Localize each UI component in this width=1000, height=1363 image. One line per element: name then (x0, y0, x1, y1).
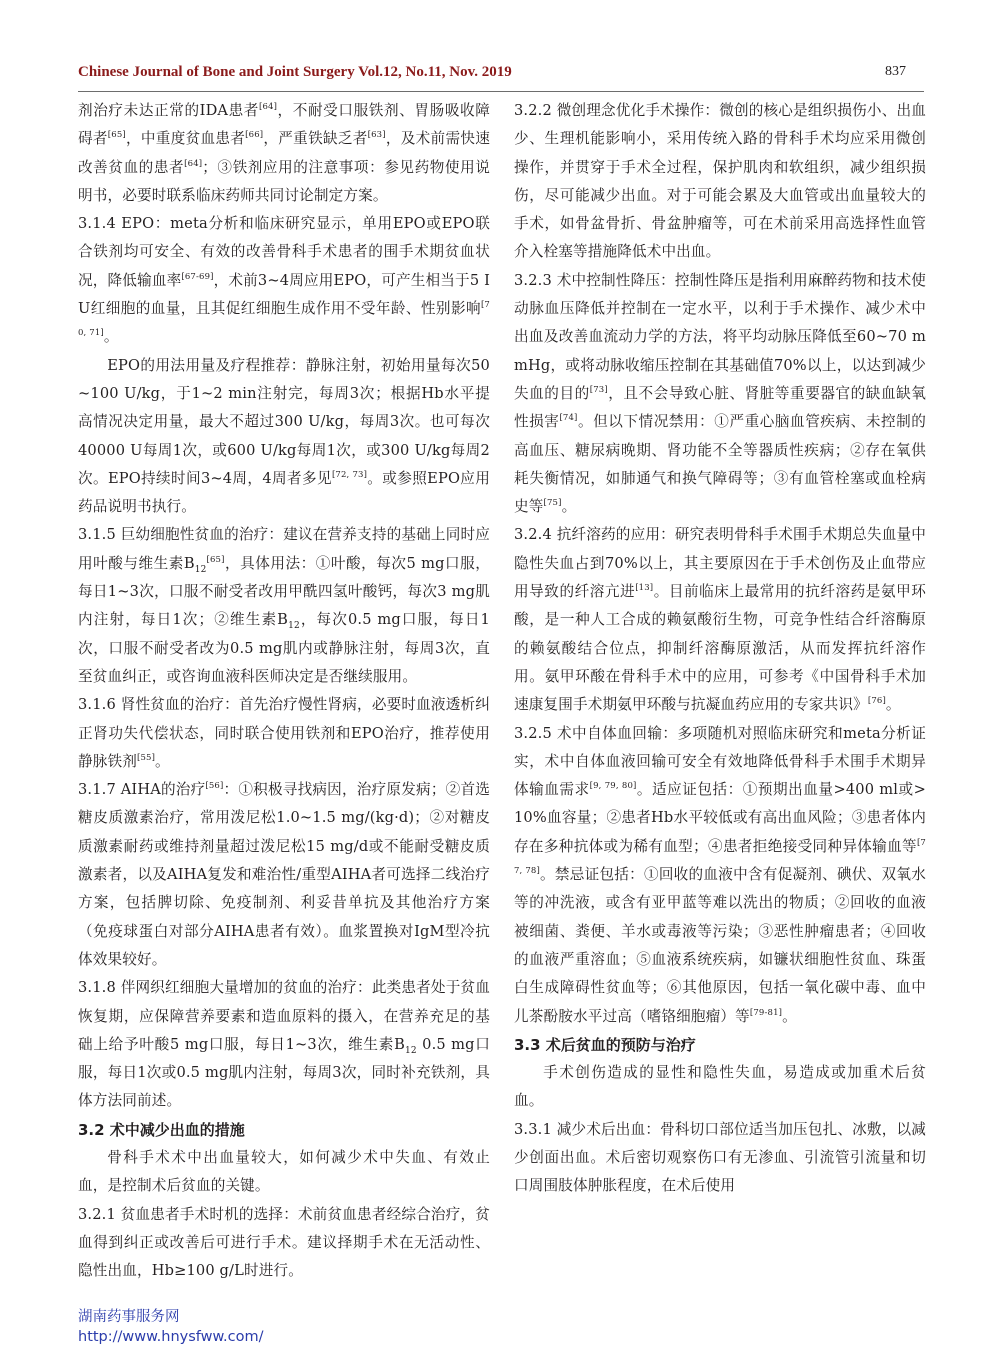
section-3-1-5-megaloblastic: 3.1.5 巨幼细胞性贫血的治疗：建议在营养支持的基础上同时应用叶酸与维生素$B_{12}[65]$，具体用法：①叶酸，每次5 mg口服，每日1~3次，口服不耐受者改用甲酰四氢叶酸钙，每次3 mg肌内注射，每日1次；②维生素$B_{12}$，每次0.5 mg口服，每日1次，口服不耐受者改为0.5 mg肌内或静脉注射，每周3次，直至贫血纠正，或咨询血液科医师决定是否继续服用。 (78, 526, 490, 685)
left-column (78, 97, 490, 1285)
footer-site-name: 湖南药事服务网 (78, 1309, 180, 1325)
section-3-2-1-timing: 3.2.1 贫血患者手术时机的选择：术前贫血患者经综合治疗，贫血得到纠正或改善后可进行手术。建议择期手术在无活动性、隐性出血，Hb≥100 g/L时进行。 (78, 1205, 490, 1280)
section-3-2-2-minimally-invasive: 3.2.2 微创理念优化手术操作：微创的核心是组织损伤小、出血少、生理机能影响小，采用传统入路的骨科手术均应采用微创操作，并贯穿于手术全过程，保护肌肉和软组织，减少组织损伤，尽可能减少出血。对于可能会累及大血管或出血量较大的手术，如骨盆骨折、骨盆肿瘤等，可在术前采用高选择性血管介入栓塞等措施降低术中出血。 (514, 102, 926, 261)
footer-site-url[interactable]: http://www.hnysfww.com/ (78, 1329, 264, 1345)
paragraph-epo-dosage: EPO的用法用量及疗程推荐：静脉注射，初始用量每次50~100 U/kg，于1~2 min注射完，每周3次；根据Hb水平提高情况决定用量，最大不超过300 U/kg，每周3次。也可每次40000 U每周1次，或600 U/kg每周1次，或300 U/kg每周2次。EPO持续时间3~4周，4周者多见[72, 73]。或参照EPO应用药品说明书执行。 (78, 356, 490, 516)
section-3-2-5-autotransfusion: 3.2.5 术中自体血回输：多项随机对照临床研究和meta分析证实，术中自体血液回输可安全有效地降低骨科手术围手术期异体输血需求[9, 79, 80]。适应证包括：①预期出血量>400 ml或>10%血容量；②患者Hb水平较低或有高出血风险；③患者体内存在多种抗体或为稀有血型；④患者拒绝接受同种异体输血等[77, 78]。禁忌证包括：①回收的血液中含有促凝剂、碘伏、双氧水等的冲洗液，或含有亚甲蓝等难以洗出的物质；②回收的血液被细菌、粪便、羊水或毒液等污染；③恶性肿瘤患者；④回收的血液严重溶血；⑤血液系统疾病，如镰状细胞性贫血、珠蛋白生成障碍性贫血等；⑥其他原因，包括一氧化碳中毒、血中儿茶酚胺水平过高（嗜铬细胞瘤）等[79-81]。 (514, 724, 926, 1025)
header-rule (78, 91, 924, 92)
section-3-2-4-antifibrinolytic: 3.2.4 抗纤溶药的应用：研究表明骨科手术围手术期总失血量中隐性失血占到70%以上，其主要原因在于手术创伤及止血带应用导致的纤溶亢进[13]。目前临床上最常用的抗纤溶药是氨甲环酸，是一种人工合成的赖氨酸衍生物，可竞争性结合纤溶酶原的赖氨酸结合位点，抑制纤溶酶原激活，从而发挥抗纤溶作用。氨甲环酸在骨科手术中的应用，可参考《中国骨科手术加速康复围手术期氨甲环酸与抗凝血药应用的专家共识》[76]。 (514, 526, 927, 714)
section-3-1-8-reticulocyte: 3.1.8 伴网织红细胞大量增加的贫血的治疗：此类患者处于贫血恢复期，应保障营养要素和造血原料的摄入，在营养充足的基础上给予叶酸5 mg口服，每日1~3次，维生素$B_{12}$ 0.5 mg口服，每日1次或0.5 mg肌内注射，每周3次，同时补充铁剂，具体方法同前述。 (78, 979, 490, 1110)
heading-3-2: 3.2 术中减少出血的措施 (78, 1120, 245, 1139)
paragraph-postop-intro: 手术创伤造成的显性和隐性失血，易造成或加重术后贫血。 (514, 1064, 926, 1110)
section-3-1-7-aiha: 3.1.7 AIHA的治疗[56]：①积极寻找病因，治疗原发病；②首选糖皮质激素治疗，常用泼尼松1.0~1.5 mg/(kg·d)；②对糖皮质激素耐药或维持剂量超过泼尼松15 mg/d或不能耐受糖皮质激素者，以及AIHA复发和难治性/重型AIHA者可选择二线治疗方案，包括脾切除、免疫制剂、利妥昔单抗及其他治疗方案（免疫球蛋白对部分AIHA患者有效）。血浆置换对IgM型冷抗体效果较好。 (78, 781, 491, 968)
heading-3-3: 3.3 术后贫血的预防与治疗 (514, 1035, 696, 1054)
right-column (514, 97, 926, 1201)
paragraph-intraop-intro: 骨科手术术中出血量较大，如何减少术中失血、有效止血，是控制术后贫血的关键。 (78, 1148, 490, 1195)
running-header (78, 64, 906, 86)
section-3-2-3-controlled-hypotension: 3.2.3 术中控制性降压：控制性降压是指利用麻醉药物和技术使动脉血压降低并控制在一定水平，以利于手术操作、减少术中出血及改善血流动力学的方法，将平均动脉压降低至60~70 mmHg，或将动脉收缩压控制在其基础值70%以上，以达到减少失血的目的[73]，且不会导致心脏、肾脏等重要器官的缺血缺氧性损害[74]。但以下情况禁用：①严重心脑血管疾病、未控制的高血压、糖尿病晚期、肾功能不全等器质性疾病；②存在氧供耗失衡情况，如肺通气和换气障碍等；③有血管栓塞或血栓病史等[75]。 (514, 271, 927, 516)
page-number: 837 (885, 64, 906, 79)
section-3-3-1-reduce-bleeding: 3.3.1 减少术后出血：骨科切口部位适当加压包扎、冰敷，以减少创面出血。术后密切观察伤口有无渗血、引流管引流量和切口周围肢体肿胀程度，在术后使用 (514, 1120, 926, 1195)
journal-citation: Chinese Journal of Bone and Joint Surgery Vol.12, No.11, Nov. 2019 (78, 64, 512, 80)
section-3-1-4-epo: 3.1.4 EPO：meta分析和临床研究显示，单用EPO或EPO联合铁剂均可安全、有效的改善骨科手术患者的围手术期贫血状况，降低输血率[67-69]，术前3~4周应用EPO，可产生相当于5 IU红细胞的血量，且其促红细胞生成作用不受年龄、性别影响[70, 71]。 (78, 215, 490, 346)
section-3-1-6-renal-anemia: 3.1.6 肾性贫血的治疗：首先治疗慢性肾病，必要时血液透析纠正肾功失代偿状态，同时联合使用铁剂和EPO治疗，推荐使用静脉铁剂[55]。 (78, 696, 490, 770)
footer-watermark (78, 1307, 264, 1347)
paragraph-iron-therapy-cont: 剂治疗未达正常的IDA患者[64]，不耐受口服铁剂、胃肠吸收障碍者[65]，中重度贫血患者[66]，严重铁缺乏者[63]，及术前需快速改善贫血的患者[64]；③铁剂应用的注意事项：参见药物使用说明书，必要时联系临床药师共同讨论制定方案。 (78, 102, 490, 204)
